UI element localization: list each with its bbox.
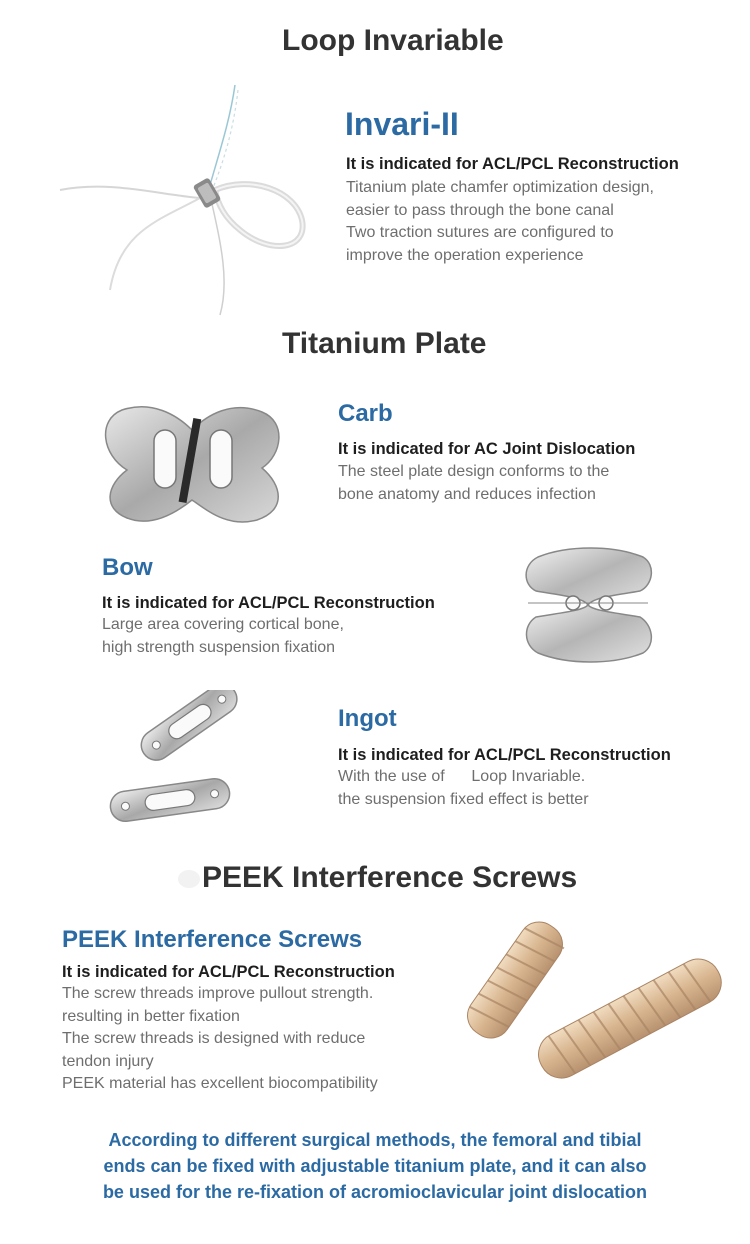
product-name-peek: PEEK Interference Screws — [62, 926, 363, 953]
desc-invari — [346, 177, 654, 267]
product-name-invari: Invari-II — [345, 106, 459, 142]
product-name-bow: Bow — [102, 554, 153, 581]
desc-line: Titanium plate chamfer optimization design, — [346, 179, 654, 196]
indication-ingot: It is indicated for ACL/PCL Reconstruction — [338, 746, 671, 764]
suture-loop-image — [50, 80, 310, 320]
desc-line: Large area covering cortical bone, — [102, 616, 344, 633]
desc-line: improve the operation experience — [346, 246, 584, 264]
summary-line: be used for the re-fixation of acromioclavicular joint dislocation — [102, 1182, 648, 1202]
ingot-plate-image — [105, 690, 240, 830]
desc-line: With the use of Loop Invariable. — [338, 768, 586, 785]
peek-screw-image — [455, 920, 725, 1080]
indication-bow: It is indicated for ACL/PCL Reconstruction — [102, 594, 435, 612]
desc-line: resulting in better fixation — [62, 1007, 240, 1025]
desc-line: The screw threads improve pullout strength. — [62, 985, 374, 1002]
desc-carb — [338, 461, 609, 506]
section-title-loop-invariable: Loop Invariable — [282, 24, 504, 57]
desc-line: high strength suspension fixation — [102, 638, 336, 656]
product-name-carb: Carb — [338, 400, 393, 427]
summary-line: ends can be fixed with adjustable titanium plate, and it can also — [103, 1156, 647, 1176]
desc-line: The steel plate design conforms to the — [338, 463, 610, 480]
section-title-titanium-plate: Titanium Plate — [282, 327, 487, 360]
desc-line: the suspension fixed effect is better — [338, 790, 589, 808]
desc-line: bone anatomy and reduces infection — [338, 485, 596, 503]
bow-plate-image — [518, 545, 658, 665]
desc-peek — [62, 983, 378, 1096]
indication-invari: It is indicated for ACL/PCL Reconstruction — [346, 155, 679, 173]
indication-carb: It is indicated for AC Joint Dislocation — [338, 440, 636, 458]
carb-plate-image — [92, 400, 302, 530]
product-name-ingot: Ingot — [338, 705, 397, 732]
desc-line: easier to pass through the bone canal — [346, 201, 614, 219]
section-title-peek: PEEK Interference Screws — [202, 861, 578, 894]
summary-line: According to different surgical methods, the femoral and tibial — [108, 1130, 642, 1150]
desc-line: PEEK material has excellent biocompatibility — [62, 1075, 378, 1092]
desc-line: Two traction sutures are configured to — [346, 224, 614, 241]
desc-line: The screw threads is designed with reduce — [62, 1030, 366, 1047]
desc-ingot — [338, 766, 589, 811]
decorative-dot — [178, 870, 200, 888]
indication-peek: It is indicated for ACL/PCL Reconstruction — [62, 963, 395, 981]
desc-bow — [102, 614, 344, 659]
desc-line: tendon injury — [62, 1052, 154, 1070]
summary-text — [25, 1127, 725, 1205]
